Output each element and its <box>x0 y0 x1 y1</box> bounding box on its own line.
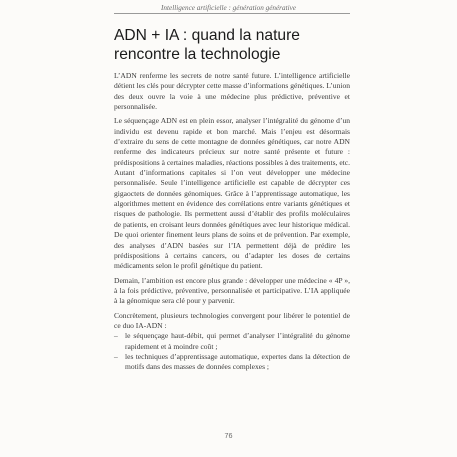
header-rule <box>114 13 350 14</box>
running-header: Intelligence artificielle : génération générative <box>161 4 296 12</box>
paragraph-4p-medicine: Demain, l’ambition est encore plus grande : développer une médecine « 4P », à la fois prédictive, préventive, personnalisée et participative. L’IA appliquée à la génomique sera clé pour y parvenir. <box>114 275 350 306</box>
chapter-title <box>114 27 354 64</box>
page-number: 76 <box>224 431 233 440</box>
body-text <box>114 71 350 373</box>
chapter-title-line-1: ADN + IA : quand la nature <box>114 27 300 44</box>
list-item-text: les techniques d’apprentissage automatique, expertes dans la détection de motifs dans des masses de données complexes ; <box>125 351 350 372</box>
list-dash-marker: – <box>114 331 118 341</box>
list-dash-marker: – <box>114 351 118 361</box>
paragraph-intro: L’ADN renferme les secrets de notre santé future. L’intelligence artificielle détient les clés pour décrypter cette masse d’informations génétiques. L’union des deux ouvre la voie à une médecine plus prédictive, préventive et personnalisée. <box>114 71 350 112</box>
chapter-title-line-2: rencontre la technologie <box>114 45 281 63</box>
list-item-text: le séquençage haut-débit, qui permet d’analyser l’intégralité du génome rapidement et à moindre coût ; <box>125 331 350 351</box>
list-item <box>114 331 350 352</box>
paragraph-technologies: Concrètement, plusieurs technologies convergent pour libérer le potentiel de ce duo IA-ADN : <box>114 310 350 330</box>
technology-list <box>114 331 350 372</box>
paragraph-sequencing: Le séquençage ADN est en plein essor, analyser l’intégralité du génome d’un individu est devenu rapide et bon marché. Mais l’enjeu est désormais d’extraire du sens de cette montagne de données génétiques, car notre ADN renferme des indicateurs précieux sur notre santé présente et future : prédispositions à certaines maladies, réactions possibles à des traitements, etc. Autant d’informations capitales si l’on veut développer une médecine personnalisée. Seule l’intelligence artificielle est capable de décrypter ces gigaoctets de données génomiques. Grâce à l’apprentissage automatique, les algorithmes mettent en évidence des corrélations entre variants génétiques et risques de pathologie. Ils permettent aussi d’établir des profils moléculaires de patients, en croisant leurs données génétiques avec leur historique médical. De quoi orienter finement leurs plans de soins et de prévention. Par exemple, des analyses d’ADN basées sur l’IA permettent déjà de prédire les prédispositions à certains cancers, ou d’adapter les doses de certains médicaments selon le profil génétique du patient. <box>114 116 350 271</box>
list-item <box>114 352 350 373</box>
